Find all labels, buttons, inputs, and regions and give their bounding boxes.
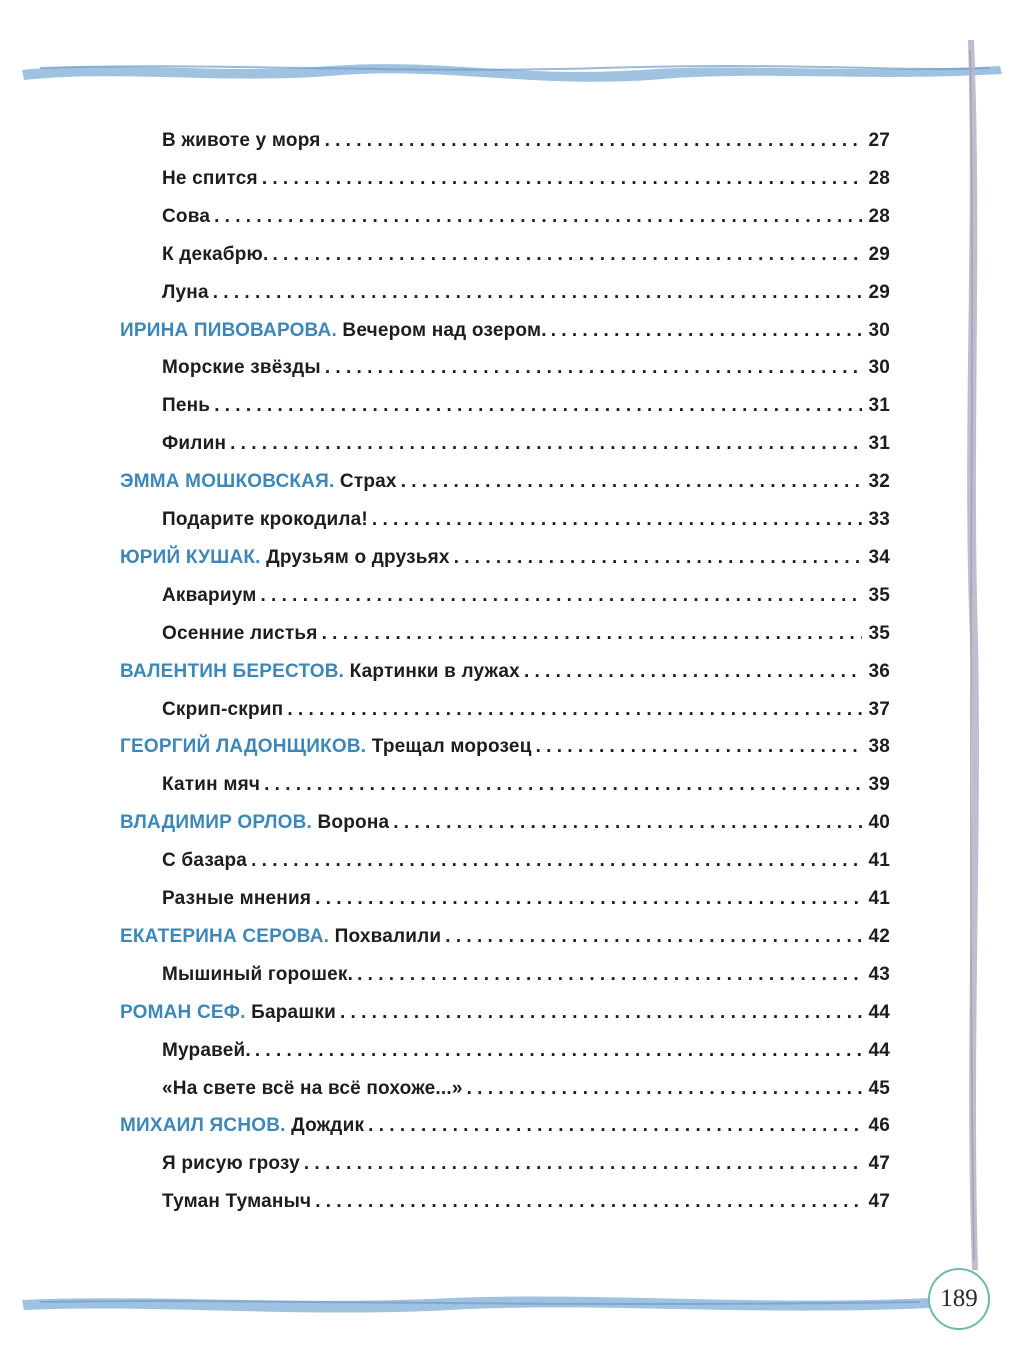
dot-leader: [262, 168, 863, 190]
toc-page-number: 35: [868, 622, 890, 644]
toc-page-number: 27: [868, 130, 890, 151]
toc-page-number: 47: [868, 1191, 890, 1213]
dot-leader: [214, 395, 862, 417]
toc-entry[interactable]: [0, 501, 1028, 539]
toc-entry[interactable]: [0, 1107, 1028, 1145]
toc-entry[interactable]: [0, 691, 1028, 729]
dot-leader: [467, 1078, 863, 1100]
top-frame-stroke: [0, 30, 1028, 130]
toc-entry[interactable]: [0, 463, 1028, 501]
toc-page-number: 42: [868, 925, 890, 947]
toc-entry-content: [162, 956, 890, 994]
toc-entry-content: [120, 994, 890, 1032]
toc-entry-content: [162, 501, 890, 539]
toc-title: Похвалили: [334, 925, 442, 947]
dot-leader: [315, 888, 862, 910]
toc-entry-content: [162, 1070, 890, 1108]
toc-author: ГЕОРГИЙ ЛАДОНЩИКОВ.: [120, 736, 367, 758]
toc-entry[interactable]: [0, 994, 1028, 1032]
dot-leader: [536, 736, 863, 758]
toc-title: С базара: [162, 850, 248, 872]
toc-entry-content: [120, 463, 890, 501]
toc-entry[interactable]: [0, 1070, 1028, 1108]
toc-page-number: 39: [868, 774, 890, 796]
dot-leader: [322, 623, 863, 645]
toc-entry[interactable]: [0, 956, 1028, 994]
toc-entry-content: [120, 728, 890, 766]
toc-title: Луна: [162, 281, 209, 303]
bottom-frame-stroke: [0, 1280, 1028, 1340]
toc-title: Друзьям о друзьях: [266, 546, 450, 568]
toc-entry-content: [120, 804, 890, 842]
toc-entry-content: [162, 349, 890, 387]
page-number: 189: [940, 1285, 978, 1312]
toc-title: «На свете всё на всё похоже...»: [162, 1077, 463, 1099]
toc-author: ВАЛЕНТИН БЕРЕСТОВ.: [120, 660, 345, 682]
toc-author: ВЛАДИМИР ОРЛОВ.: [120, 812, 312, 834]
toc-entry[interactable]: [0, 387, 1028, 425]
toc-page-number: 29: [868, 243, 890, 265]
dot-leader: [340, 1002, 863, 1024]
toc-entry-content: [120, 653, 890, 691]
toc-entry[interactable]: [0, 653, 1028, 691]
toc-entry-content: [120, 539, 890, 577]
dot-leader: [445, 926, 862, 948]
toc-title: Катин мяч: [162, 774, 261, 796]
toc-entry[interactable]: [0, 766, 1028, 804]
toc-title: Вечером над озером.: [342, 319, 547, 341]
toc-page-number: 43: [868, 963, 890, 985]
toc-entry-content: [120, 918, 890, 956]
toc-entry-content: [162, 198, 890, 236]
toc-title: Трещал морозец: [371, 736, 532, 758]
dot-leader: [272, 244, 862, 266]
toc-entry[interactable]: [0, 728, 1028, 766]
toc-author: МИХАИЛ ЯСНОВ.: [120, 1115, 286, 1137]
toc-entry[interactable]: [0, 539, 1028, 577]
toc-entry[interactable]: [0, 804, 1028, 842]
toc-entry-content: [162, 122, 890, 160]
toc-page-number: 36: [868, 660, 890, 682]
dot-leader: [251, 850, 862, 872]
toc-page-number: 47: [868, 1153, 890, 1175]
toc-title: Картинки в лужах: [349, 660, 520, 682]
toc-entry-content: [120, 312, 890, 350]
toc-title: Барашки: [251, 1001, 336, 1023]
toc-entry[interactable]: [0, 842, 1028, 880]
toc-title: Аквариум: [162, 584, 257, 606]
dot-leader: [230, 433, 862, 455]
toc-page-number: 34: [868, 546, 890, 568]
toc-page-number: 41: [868, 888, 890, 909]
toc-page-number: 32: [868, 471, 890, 493]
toc-entry[interactable]: [0, 615, 1028, 653]
toc-entry[interactable]: [0, 274, 1028, 312]
toc-entry[interactable]: [0, 918, 1028, 956]
toc-page-number: 37: [868, 698, 890, 720]
toc-title: Морские звёзды: [162, 357, 321, 379]
toc-entry[interactable]: [0, 425, 1028, 463]
toc-page-number: 29: [868, 281, 890, 303]
dot-leader: [325, 130, 863, 152]
toc-author: ЭММА МОШКОВСКАЯ.: [120, 471, 335, 493]
toc-title: Разные мнения: [162, 888, 312, 909]
toc-title: Пень: [162, 395, 211, 417]
toc-title: Филин: [162, 433, 227, 455]
toc-page-number: 46: [868, 1115, 890, 1137]
dot-leader: [454, 547, 863, 569]
toc-page-number: 44: [868, 1039, 890, 1061]
toc-entry-content: [162, 1032, 890, 1070]
toc-page-number: 38: [868, 736, 890, 758]
page-number-badge: [928, 1268, 990, 1330]
toc-title: Я рисую грозу: [162, 1153, 300, 1175]
toc-title: Туман Туманыч: [162, 1191, 312, 1213]
toc-title: Дождик: [291, 1115, 365, 1137]
dot-leader: [372, 509, 863, 531]
dot-leader: [325, 357, 863, 379]
toc-title: Муравей.: [162, 1039, 251, 1061]
toc-entry-content: [162, 880, 890, 918]
toc-entry-content: [162, 691, 890, 729]
toc-author: ЮРИЙ КУШАК.: [120, 546, 261, 568]
toc-entry-content: [162, 236, 890, 274]
toc-page-number: 41: [868, 850, 890, 872]
toc-title: Страх: [339, 471, 397, 493]
toc-title: Сова: [162, 205, 211, 227]
dot-leader: [524, 661, 863, 683]
toc-page-number: 44: [868, 1001, 890, 1023]
toc-entry-content: [162, 842, 890, 880]
toc-page-number: 31: [868, 433, 890, 455]
toc-entry-content: [162, 274, 890, 312]
toc-page-number: 35: [868, 584, 890, 606]
toc-title: Мышиный горошек.: [162, 963, 354, 985]
toc-entry[interactable]: [0, 1032, 1028, 1070]
toc-entry[interactable]: [0, 236, 1028, 274]
toc-author: ИРИНА ПИВОВАРОВА.: [120, 319, 337, 341]
toc-title: Ворона: [317, 812, 390, 834]
toc-entry[interactable]: [0, 122, 1028, 160]
dot-leader: [264, 774, 862, 796]
toc-page-number: 30: [868, 357, 890, 379]
dot-leader: [255, 1040, 863, 1062]
toc-entry[interactable]: [0, 880, 1028, 918]
toc-author: ЕКАТЕРИНА СЕРОВА.: [120, 925, 330, 947]
dot-leader: [393, 812, 862, 834]
toc-title: Подарите крокодила!: [162, 509, 368, 530]
toc-page-number: 30: [868, 319, 890, 341]
toc-entry-content: [162, 160, 890, 198]
toc-entry-content: [162, 1145, 890, 1183]
dot-leader: [315, 1191, 862, 1213]
dot-leader: [214, 206, 862, 228]
toc-title: Скрип-скрип: [162, 698, 284, 720]
toc-page-number: 28: [868, 205, 890, 227]
toc-entry-content: [120, 1107, 890, 1145]
dot-leader: [304, 1153, 863, 1175]
toc-title: В животе у моря: [162, 130, 321, 151]
toc-page-number: 28: [868, 167, 890, 189]
toc-entry-content: [162, 615, 890, 653]
dot-leader: [261, 585, 863, 607]
toc-title: К декабрю.: [162, 243, 269, 265]
dot-leader: [551, 320, 863, 342]
toc-entry[interactable]: [0, 577, 1028, 615]
toc-page-number: 45: [868, 1077, 890, 1099]
toc-page-number: 40: [868, 812, 890, 834]
toc-page-number: 31: [868, 395, 890, 417]
dot-leader: [357, 964, 862, 986]
toc-entry-content: [162, 577, 890, 615]
toc-entry[interactable]: [0, 160, 1028, 198]
toc-title: Осенние листья: [162, 622, 318, 644]
toc-entry-content: [162, 1183, 890, 1221]
toc-entry-content: [162, 425, 890, 463]
dot-leader: [401, 471, 863, 493]
toc-entry-content: [162, 766, 890, 804]
toc-entry[interactable]: [0, 312, 1028, 350]
toc-entry[interactable]: [0, 198, 1028, 236]
toc-page-number: 33: [868, 509, 890, 530]
dot-leader: [368, 1115, 862, 1137]
toc-author: РОМАН СЕФ.: [120, 1001, 246, 1023]
toc-entry-content: [162, 387, 890, 425]
toc-entry[interactable]: [0, 1145, 1028, 1183]
toc-entry[interactable]: [0, 349, 1028, 387]
toc-title: Не спится: [162, 167, 258, 189]
dot-leader: [213, 282, 863, 304]
dot-leader: [287, 699, 862, 721]
toc-entry[interactable]: [0, 1183, 1028, 1221]
